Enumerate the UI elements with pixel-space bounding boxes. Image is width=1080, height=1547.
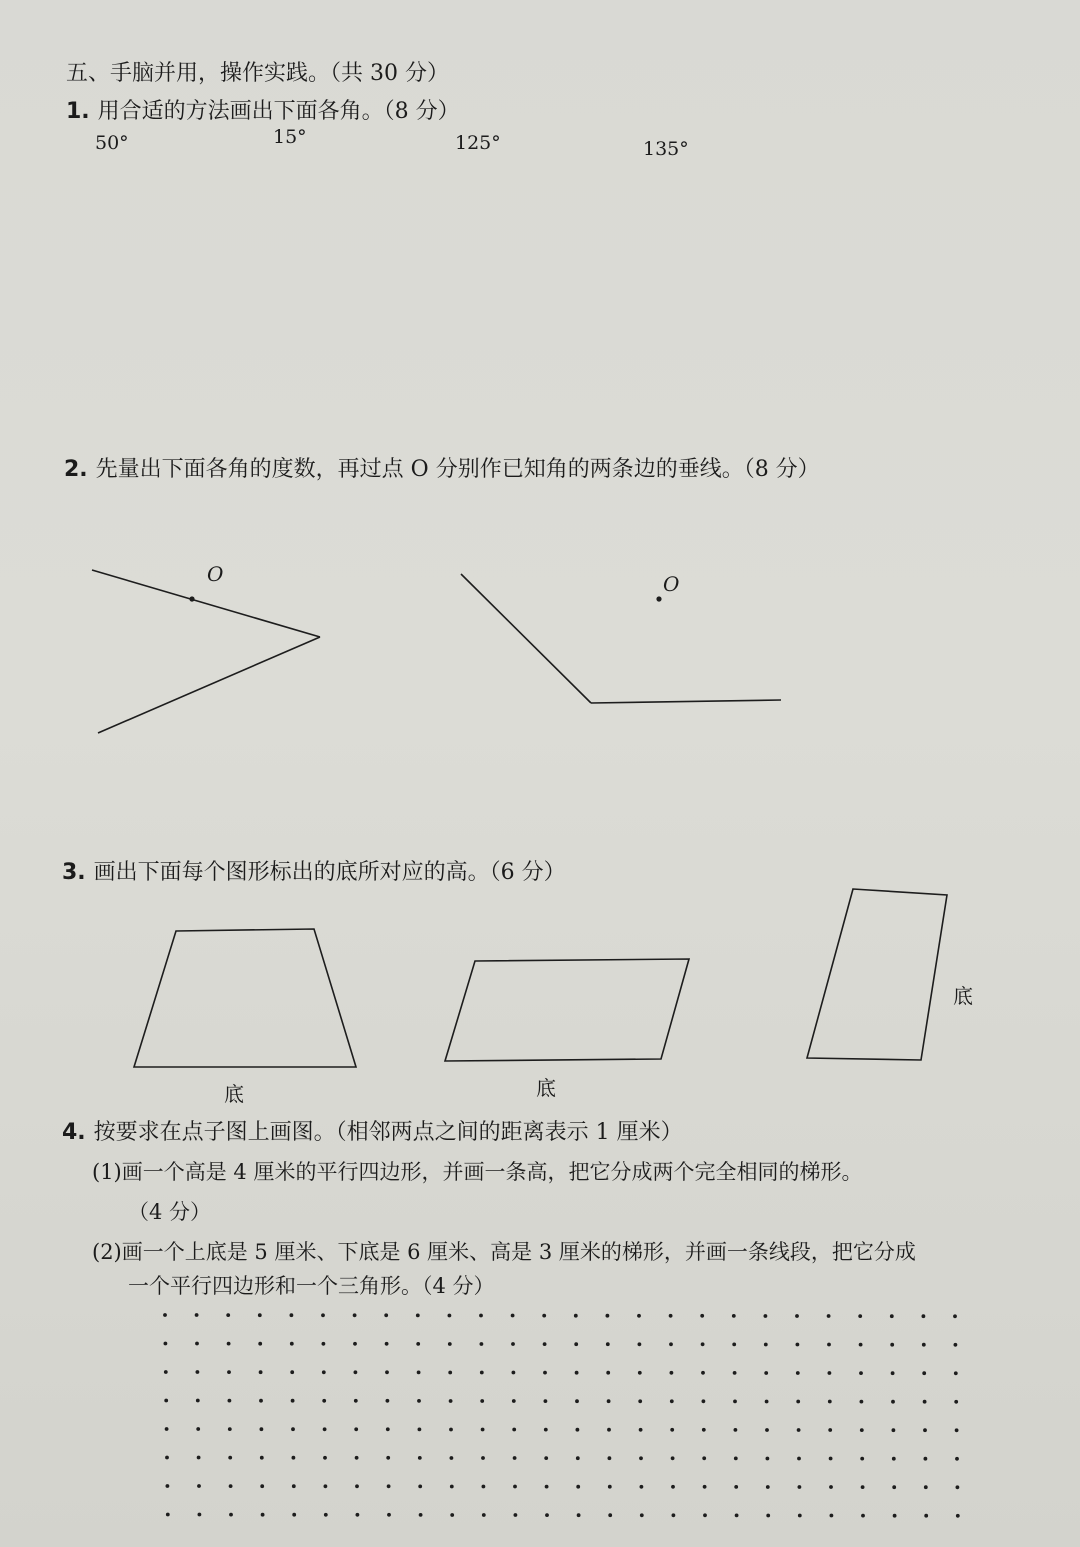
- grid-dot: [481, 1456, 485, 1460]
- grid-dot: [544, 1399, 548, 1403]
- grid-dot: [419, 1513, 423, 1517]
- grid-dot: [830, 1514, 834, 1518]
- question-4-number: 4.: [62, 1120, 86, 1145]
- grid-dot: [229, 1484, 233, 1488]
- grid-dot: [700, 1314, 704, 1318]
- grid-dot: [764, 1314, 768, 1318]
- grid-dot: [608, 1485, 612, 1489]
- grid-dot: [608, 1513, 612, 1517]
- grid-dot: [448, 1314, 452, 1318]
- grid-dot: [355, 1484, 359, 1488]
- grid-dot: [735, 1514, 739, 1518]
- grid-dot: [197, 1484, 201, 1488]
- grid-dot: [164, 1399, 168, 1403]
- grid-dot: [259, 1399, 263, 1403]
- grid-dot: [512, 1399, 516, 1403]
- grid-dot: [796, 1400, 800, 1404]
- grid-dot: [418, 1428, 422, 1432]
- grid-dot: [196, 1427, 200, 1431]
- question-3-number: 3.: [62, 860, 86, 885]
- q2-point-o-1: [189, 596, 194, 601]
- parallelogram-base-label: 底: [536, 1076, 556, 1100]
- grid-dot: [544, 1456, 548, 1460]
- grid-dot: [829, 1457, 833, 1461]
- grid-dot: [290, 1342, 294, 1346]
- grid-dot: [954, 1343, 958, 1347]
- grid-dot: [922, 1343, 926, 1347]
- grid-dot: [322, 1370, 326, 1374]
- point-o-label-2: O: [663, 572, 680, 596]
- grid-dot: [386, 1427, 390, 1431]
- grid-dot: [353, 1313, 357, 1317]
- grid-dot: [828, 1400, 832, 1404]
- grid-dot: [796, 1371, 800, 1375]
- grid-dot: [291, 1399, 295, 1403]
- grid-dot: [703, 1485, 707, 1489]
- grid-dot: [922, 1314, 926, 1318]
- question-4-part-1-score: （4 分）: [128, 1200, 212, 1224]
- grid-dot: [163, 1313, 167, 1317]
- grid-dot: [575, 1399, 579, 1403]
- grid-dot: [416, 1342, 420, 1346]
- grid-dot: [258, 1313, 262, 1317]
- grid-dot: [226, 1313, 230, 1317]
- grid-dot: [955, 1457, 959, 1461]
- grid-dot: [449, 1428, 453, 1432]
- grid-dot: [512, 1428, 516, 1432]
- grid-dot: [670, 1371, 674, 1375]
- grid-dot: [542, 1314, 546, 1318]
- question-3-text: 画出下面每个图形标出的底所对应的高。（6 分）: [93, 860, 566, 885]
- grid-dot: [258, 1342, 262, 1346]
- grid-dot: [323, 1456, 327, 1460]
- grid-dot: [575, 1371, 579, 1375]
- grid-dot: [449, 1399, 453, 1403]
- question-1-text: 用合适的方法画出下面各角。（8 分）: [97, 99, 460, 124]
- grid-dot: [227, 1370, 231, 1374]
- grid-dot: [481, 1428, 485, 1432]
- grid-dot: [543, 1342, 547, 1346]
- grid-dot: [827, 1343, 831, 1347]
- grid-dot: [893, 1514, 897, 1518]
- grid-dot: [480, 1342, 484, 1346]
- grid-dot: [638, 1399, 642, 1403]
- q2-angle-2-horizontal-ray: [591, 700, 781, 703]
- grid-dot: [639, 1456, 643, 1460]
- grid-dot: [195, 1342, 199, 1346]
- grid-dot: [606, 1371, 610, 1375]
- grid-dot: [637, 1314, 641, 1318]
- grid-dot: [608, 1456, 612, 1460]
- grid-dot: [386, 1456, 390, 1460]
- grid-dot: [924, 1514, 928, 1518]
- grid-dot: [891, 1371, 895, 1375]
- grid-dot: [669, 1314, 673, 1318]
- q2-angle-1-upper-ray: [92, 570, 320, 637]
- angle-label-50: 50°: [95, 132, 129, 154]
- grid-dot: [385, 1370, 389, 1374]
- grid-dot: [543, 1371, 547, 1375]
- grid-dot: [321, 1313, 325, 1317]
- grid-dot: [511, 1342, 515, 1346]
- grid-dot: [861, 1514, 865, 1518]
- question-4-text: 按要求在点子图上画图。（相邻两点之间的距离表示 1 厘米）: [93, 1120, 683, 1145]
- q2-angle-1-lower-ray: [98, 637, 320, 733]
- q2-angle-1: [92, 570, 320, 733]
- grid-dot: [166, 1484, 170, 1488]
- grid-dot: [324, 1484, 328, 1488]
- grid-dot: [292, 1484, 296, 1488]
- grid-dot: [764, 1371, 768, 1375]
- grid-dot: [701, 1342, 705, 1346]
- grid-dot: [355, 1456, 359, 1460]
- grid-dot: [923, 1428, 927, 1432]
- grid-dot: [576, 1456, 580, 1460]
- grid-dot: [387, 1513, 391, 1517]
- grid-dot: [640, 1513, 644, 1517]
- grid-dot: [924, 1457, 928, 1461]
- grid-dot: [511, 1314, 515, 1318]
- grid-dot: [291, 1427, 295, 1431]
- grid-dot: [261, 1513, 265, 1517]
- grid-dot: [259, 1370, 263, 1374]
- q2-angle-2: [461, 574, 781, 703]
- grid-dot: [766, 1457, 770, 1461]
- q4-dot-grid: [163, 1313, 960, 1518]
- grid-dot: [671, 1485, 675, 1489]
- grid-dot: [795, 1314, 799, 1318]
- grid-dot: [859, 1343, 863, 1347]
- point-o-label-1: O: [207, 562, 224, 586]
- grid-dot: [702, 1428, 706, 1432]
- grid-dot: [702, 1456, 706, 1460]
- grid-dot: [417, 1399, 421, 1403]
- grid-dot: [448, 1342, 452, 1346]
- grid-dot: [166, 1513, 170, 1517]
- grid-dot: [165, 1456, 169, 1460]
- grid-dot: [955, 1428, 959, 1432]
- question-2-text: 先量出下面各角的度数，再过点 O 分别作已知角的两条边的垂线。（8 分）: [95, 457, 820, 482]
- grid-dot: [732, 1343, 736, 1347]
- grid-dot: [638, 1371, 642, 1375]
- grid-dot: [322, 1399, 326, 1403]
- grid-dot: [732, 1314, 736, 1318]
- grid-dot: [860, 1400, 864, 1404]
- grid-dot: [670, 1399, 674, 1403]
- grid-dot: [513, 1456, 517, 1460]
- q3-tilted-parallelogram: [807, 889, 947, 1060]
- grid-dot: [260, 1484, 264, 1488]
- grid-dot: [733, 1400, 737, 1404]
- question-2-number: 2.: [64, 457, 88, 482]
- grid-dot: [669, 1342, 673, 1346]
- grid-dot: [766, 1485, 770, 1489]
- grid-dot: [828, 1371, 832, 1375]
- grid-dot: [290, 1313, 294, 1317]
- question-4-part-2: (2)画一个上底是 5 厘米、下底是 6 厘米、高是 3 厘米的梯形，并画一条线段，把它分成: [92, 1240, 916, 1264]
- section-title: 五、手脑并用，操作实践。（共 30 分）: [66, 61, 449, 86]
- trapezoid-base-label: 底: [224, 1082, 244, 1106]
- grid-dot: [544, 1428, 548, 1432]
- grid-dot: [513, 1485, 517, 1489]
- grid-dot: [765, 1428, 769, 1432]
- grid-dot: [482, 1513, 486, 1517]
- grid-dot: [924, 1485, 928, 1489]
- angle-label-15: 15°: [273, 126, 307, 148]
- grid-dot: [418, 1485, 422, 1489]
- grid-dot: [353, 1342, 357, 1346]
- question-1-number: 1.: [66, 99, 90, 124]
- grid-dot: [417, 1371, 421, 1375]
- grid-dot: [606, 1314, 610, 1318]
- grid-dot: [954, 1400, 958, 1404]
- grid-dot: [576, 1428, 580, 1432]
- grid-dot: [956, 1485, 960, 1489]
- grid-dot: [354, 1370, 358, 1374]
- grid-dot: [858, 1314, 862, 1318]
- grid-dot: [197, 1456, 201, 1460]
- angle-label-135: 135°: [643, 138, 689, 160]
- angle-label-125: 125°: [455, 132, 501, 154]
- grid-dot: [672, 1513, 676, 1517]
- grid-dot: [702, 1399, 706, 1403]
- grid-dot: [703, 1513, 707, 1517]
- grid-dot: [922, 1371, 926, 1375]
- grid-dot: [953, 1314, 957, 1318]
- grid-dot: [384, 1313, 388, 1317]
- grid-dot: [606, 1342, 610, 1346]
- grid-dot: [227, 1342, 231, 1346]
- grid-dot: [892, 1428, 896, 1432]
- grid-dot: [198, 1513, 202, 1517]
- grid-dot: [766, 1514, 770, 1518]
- grid-dot: [387, 1484, 391, 1488]
- grid-dot: [418, 1456, 422, 1460]
- grid-dot: [354, 1399, 358, 1403]
- grid-dot: [448, 1371, 452, 1375]
- grid-dot: [228, 1427, 232, 1431]
- grid-dot: [514, 1513, 518, 1517]
- grid-dot: [450, 1513, 454, 1517]
- grid-dot: [734, 1428, 738, 1432]
- grid-dot: [229, 1513, 233, 1517]
- grid-dot: [607, 1428, 611, 1432]
- grid-dot: [639, 1428, 643, 1432]
- grid-dot: [450, 1456, 454, 1460]
- grid-dot: [195, 1313, 199, 1317]
- grid-dot: [322, 1342, 326, 1346]
- grid-dot: [386, 1399, 390, 1403]
- grid-dot: [480, 1399, 484, 1403]
- grid-dot: [829, 1485, 833, 1489]
- grid-dot: [292, 1456, 296, 1460]
- tilted-parallelogram-base-label: 底: [953, 984, 973, 1008]
- q3-trapezoid: [134, 929, 356, 1067]
- grid-dot: [923, 1400, 927, 1404]
- grid-dot: [228, 1456, 232, 1460]
- grid-dot: [828, 1428, 832, 1432]
- grid-dot: [290, 1370, 294, 1374]
- grid-dot: [323, 1427, 327, 1431]
- grid-dot: [416, 1314, 420, 1318]
- grid-dot: [765, 1400, 769, 1404]
- grid-dot: [164, 1370, 168, 1374]
- grid-dot: [859, 1371, 863, 1375]
- grid-dot: [860, 1428, 864, 1432]
- grid-dot: [956, 1514, 960, 1518]
- grid-dot: [640, 1485, 644, 1489]
- grid-dot: [480, 1371, 484, 1375]
- grid-dot: [228, 1399, 232, 1403]
- grid-dot: [356, 1513, 360, 1517]
- grid-dot: [796, 1343, 800, 1347]
- grid-dot: [890, 1314, 894, 1318]
- q2-angle-2-slanted-ray: [461, 574, 591, 703]
- grid-dot: [734, 1485, 738, 1489]
- grid-dot: [892, 1457, 896, 1461]
- grid-dot: [545, 1513, 549, 1517]
- grid-dot: [385, 1342, 389, 1346]
- grid-dot: [891, 1400, 895, 1404]
- grid-dot: [798, 1485, 802, 1489]
- grid-dot: [576, 1485, 580, 1489]
- grid-dot: [734, 1457, 738, 1461]
- grid-dot: [797, 1428, 801, 1432]
- grid-dot: [797, 1457, 801, 1461]
- grid-dot: [798, 1514, 802, 1518]
- grid-dot: [607, 1399, 611, 1403]
- question-4-part-1: (1)画一个高是 4 厘米的平行四边形，并画一条高，把它分成两个完全相同的梯形。: [92, 1160, 863, 1184]
- grid-dot: [324, 1513, 328, 1517]
- q2-point-o-2: [656, 596, 661, 601]
- grid-dot: [164, 1342, 168, 1346]
- grid-dot: [827, 1314, 831, 1318]
- grid-dot: [479, 1314, 483, 1318]
- grid-dot: [701, 1371, 705, 1375]
- grid-dot: [638, 1342, 642, 1346]
- grid-dot: [764, 1343, 768, 1347]
- grid-dot: [861, 1485, 865, 1489]
- grid-dot: [292, 1513, 296, 1517]
- grid-dot: [196, 1399, 200, 1403]
- grid-dot: [890, 1343, 894, 1347]
- grid-dot: [545, 1485, 549, 1489]
- grid-dot: [574, 1342, 578, 1346]
- grid-dot: [165, 1427, 169, 1431]
- grid-dot: [450, 1485, 454, 1489]
- grid-dot: [892, 1485, 896, 1489]
- grid-dot: [671, 1456, 675, 1460]
- grid-dot: [670, 1428, 674, 1432]
- grid-dot: [954, 1371, 958, 1375]
- question-4-part-2-cont: 一个平行四边形和一个三角形。（4 分）: [128, 1274, 495, 1298]
- grid-dot: [577, 1513, 581, 1517]
- grid-dot: [354, 1427, 358, 1431]
- grid-dot: [512, 1371, 516, 1375]
- grid-dot: [574, 1314, 578, 1318]
- grid-dot: [860, 1457, 864, 1461]
- grid-dot: [733, 1371, 737, 1375]
- grid-dot: [260, 1427, 264, 1431]
- grid-dot: [260, 1456, 264, 1460]
- grid-dot: [196, 1370, 200, 1374]
- q3-parallelogram: [445, 959, 689, 1061]
- grid-dot: [482, 1485, 486, 1489]
